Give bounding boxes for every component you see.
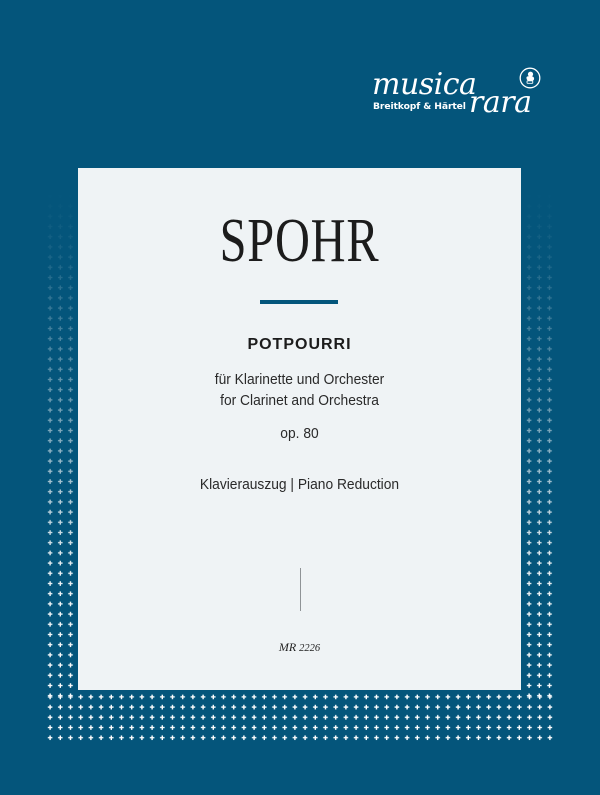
vertical-divider xyxy=(300,568,301,611)
subtitle-english: for Clarinet and Orchestra xyxy=(220,392,379,409)
accent-bar xyxy=(260,300,338,304)
publisher-emblem-icon xyxy=(519,67,541,89)
edition-type: Klavierauszug | Piano Reduction xyxy=(199,476,400,493)
logo-musica-text: musica xyxy=(372,67,477,102)
logo-rara-text: rara xyxy=(469,85,532,120)
logo-publisher-text: Breitkopf & Härtel xyxy=(373,101,466,112)
catalog-number xyxy=(78,640,521,655)
dot-pattern-right xyxy=(523,190,557,696)
subtitle-german: für Klarinette und Orchester xyxy=(214,371,385,388)
catalog-value: 2226 xyxy=(299,643,321,654)
catalog-prefix: MR xyxy=(278,640,297,654)
composer-name: SPOHR xyxy=(219,207,380,275)
publisher-logo xyxy=(372,62,552,122)
dot-pattern-left xyxy=(44,190,78,696)
opus-number: op. 80 xyxy=(280,425,319,442)
dot-pattern-bottom xyxy=(44,691,557,743)
work-title: POTPOURRI xyxy=(247,336,352,353)
title-card xyxy=(78,168,521,690)
